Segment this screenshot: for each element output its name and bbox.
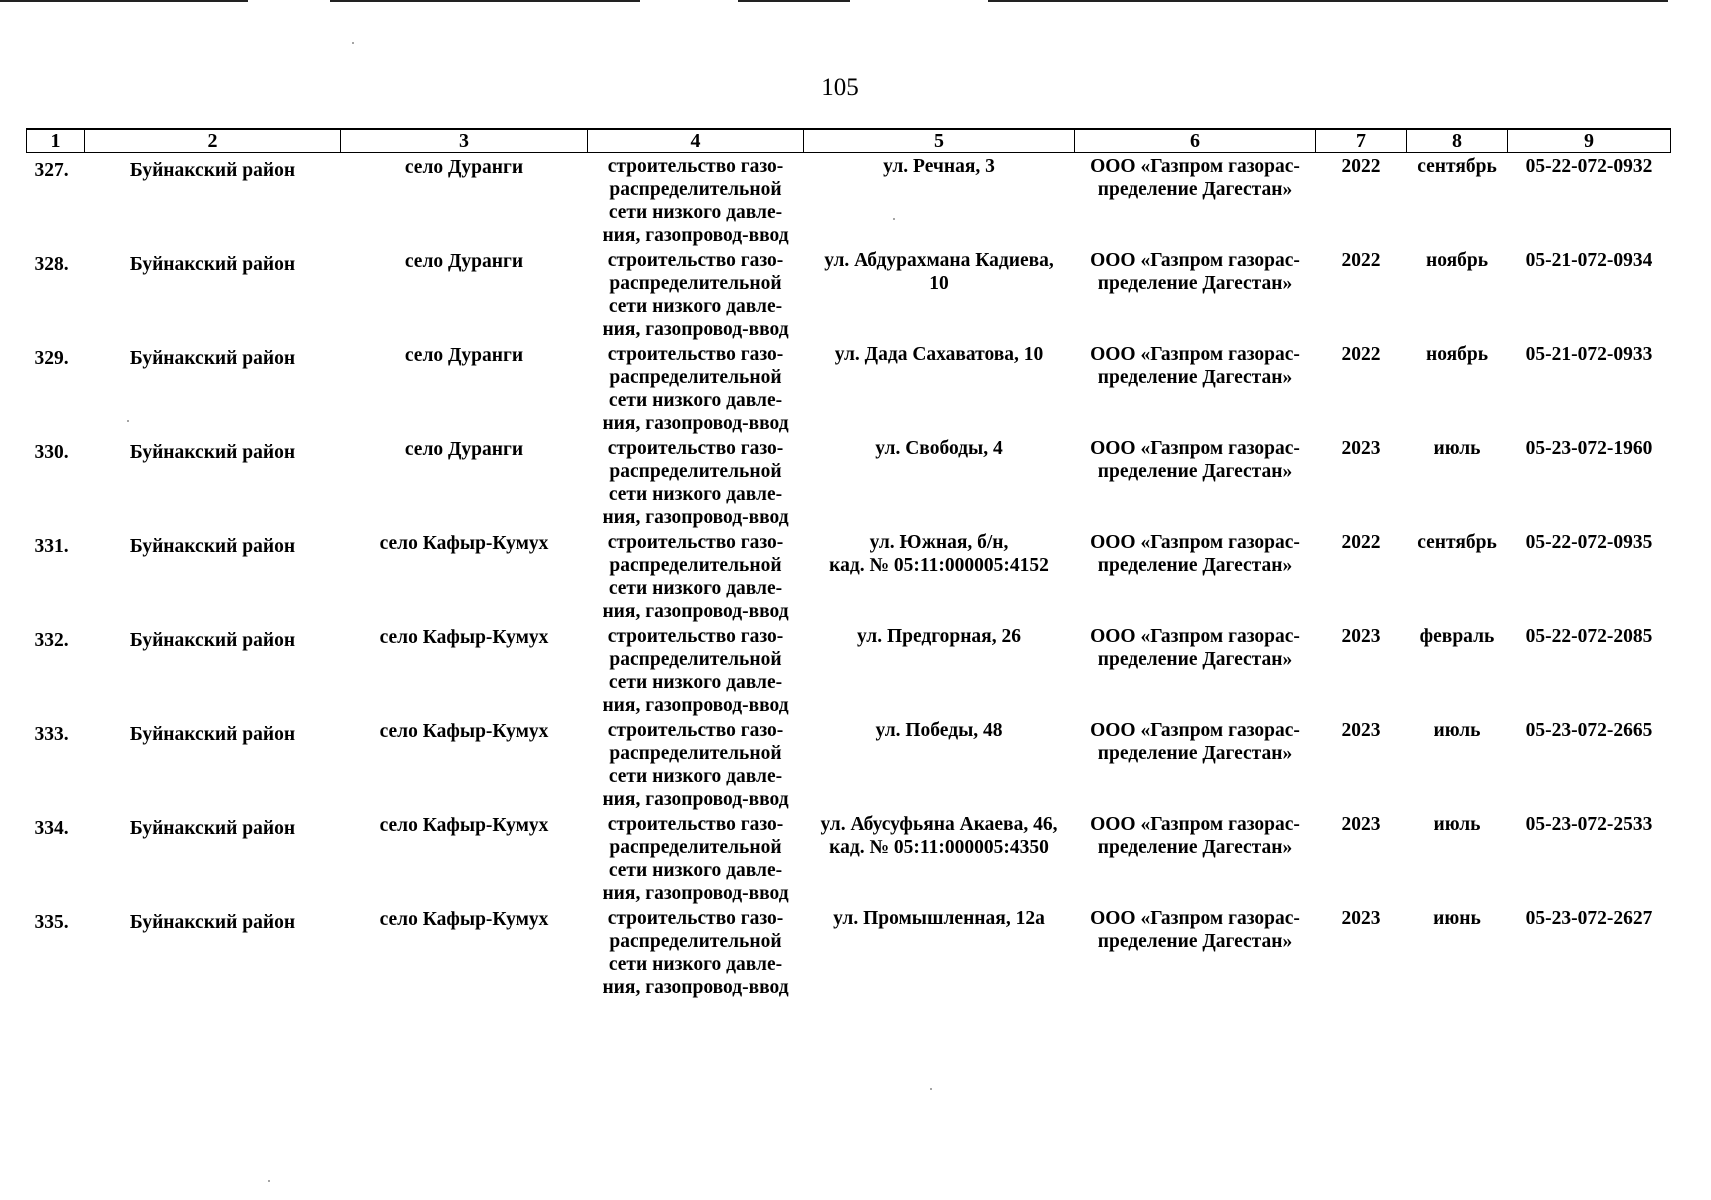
- column-header: 3: [341, 129, 588, 153]
- settlement-cell: село Кафыр-Кумух: [379, 815, 549, 836]
- address-cell: [804, 153, 1075, 248]
- table-row: [27, 717, 1671, 811]
- organization-line: ООО «Газпром газорас-: [1090, 720, 1300, 741]
- work-description-line: сети низкого давле-: [608, 672, 783, 693]
- registry-code-cell: 05-21-072-0933: [1525, 344, 1653, 365]
- year-cell: 2023: [1341, 908, 1381, 929]
- region-cell: Буйнакский район: [129, 630, 296, 651]
- year-cell: 2022: [1341, 250, 1381, 271]
- registry-code-cell: 05-22-072-0932: [1525, 156, 1653, 177]
- organization-line: ООО «Газпром газорас-: [1090, 532, 1300, 553]
- work-description-line: строительство газо-: [607, 156, 784, 177]
- address-line: ул. Предгорная, 26: [857, 626, 1021, 647]
- work-description-cell: [588, 811, 804, 905]
- work-description-line: ния, газопровод-ввод: [602, 695, 789, 716]
- scan-edge-line: [988, 0, 1668, 2]
- address-line: ул. Дада Сахаватова, 10: [834, 344, 1044, 365]
- region-cell: Буйнакский район: [129, 254, 296, 275]
- column-header: 9: [1508, 129, 1671, 153]
- table-body: [27, 153, 1671, 1000]
- organization-line: ООО «Газпром газорас-: [1090, 908, 1300, 929]
- organization-cell: [1075, 623, 1316, 717]
- row-number-cell: 329.: [34, 348, 69, 369]
- month-cell: февраль: [1419, 626, 1495, 647]
- address-line: ул. Свободы, 4: [875, 438, 1003, 459]
- registry-code-cell: 05-23-072-2533: [1525, 814, 1653, 835]
- organization-line: пределение Дагестан»: [1097, 179, 1293, 200]
- organization-cell: [1075, 341, 1316, 435]
- registry-code-cell: 05-23-072-2627: [1525, 908, 1653, 929]
- settlement-cell: село Дуранги: [404, 439, 524, 460]
- address-line: ул. Победы, 48: [875, 720, 1003, 741]
- scan-speck: [268, 1180, 270, 1182]
- address-line: кад. № 05:11:000005:4152: [829, 555, 1049, 576]
- scan-edge-line: [738, 0, 850, 2]
- region-cell: Буйнакский район: [129, 536, 296, 557]
- year-cell: 2023: [1341, 438, 1381, 459]
- settlement-cell: село Кафыр-Кумух: [379, 909, 549, 930]
- address-cell: [804, 717, 1075, 811]
- table-row: [27, 435, 1671, 529]
- address-line: ул. Речная, 3: [883, 156, 995, 177]
- scan-speck: [893, 218, 895, 220]
- schedule-table-container: [26, 128, 1670, 999]
- organization-line: пределение Дагестан»: [1097, 931, 1293, 952]
- registry-code-cell: 05-23-072-1960: [1525, 438, 1653, 459]
- work-description-cell: [588, 435, 804, 529]
- scan-speck: [930, 1088, 932, 1090]
- work-description-line: распределительной: [609, 837, 782, 858]
- row-number-cell: 332.: [34, 630, 69, 651]
- organization-line: пределение Дагестан»: [1097, 837, 1293, 858]
- column-header: 5: [804, 129, 1075, 153]
- year-cell: 2023: [1341, 626, 1381, 647]
- address-line: ул. Промышленная, 12а: [833, 908, 1045, 929]
- row-number-cell: 334.: [34, 818, 69, 839]
- organization-line: ООО «Газпром газорас-: [1090, 156, 1300, 177]
- year-cell: 2022: [1341, 344, 1381, 365]
- work-description-line: сети низкого давле-: [608, 296, 783, 317]
- row-number-cell: 328.: [34, 254, 69, 275]
- table-row: [27, 341, 1671, 435]
- settlement-cell: село Кафыр-Кумух: [379, 721, 549, 742]
- address-cell: [804, 341, 1075, 435]
- region-cell: Буйнакский район: [129, 348, 296, 369]
- region-cell: Буйнакский район: [129, 724, 296, 745]
- work-description-line: ния, газопровод-ввод: [602, 507, 789, 528]
- work-description-line: ния, газопровод-ввод: [602, 883, 789, 904]
- work-description-line: сети низкого давле-: [608, 766, 783, 787]
- settlement-cell: село Кафыр-Кумух: [379, 627, 549, 648]
- month-cell: июль: [1433, 720, 1481, 741]
- address-cell: [804, 435, 1075, 529]
- settlement-cell: село Дуранги: [404, 157, 524, 178]
- table-row: [27, 623, 1671, 717]
- organization-cell: [1075, 247, 1316, 341]
- registry-code-cell: 05-22-072-0935: [1525, 532, 1653, 553]
- region-cell: Буйнакский район: [129, 912, 296, 933]
- column-number-row: [27, 129, 1671, 153]
- month-cell: июль: [1433, 814, 1481, 835]
- page-number: 105: [821, 74, 859, 101]
- scan-speck: [127, 420, 129, 422]
- column-header: 4: [588, 129, 804, 153]
- organization-cell: [1075, 529, 1316, 623]
- settlement-cell: село Дуранги: [404, 251, 524, 272]
- work-description-cell: [588, 905, 804, 999]
- work-description-line: распределительной: [609, 273, 782, 294]
- organization-line: пределение Дагестан»: [1097, 649, 1293, 670]
- organization-line: пределение Дагестан»: [1097, 273, 1293, 294]
- row-number-cell: 331.: [34, 536, 69, 557]
- table-row: [27, 905, 1671, 999]
- region-cell: Буйнакский район: [129, 442, 296, 463]
- month-cell: сентябрь: [1417, 532, 1497, 553]
- organization-line: ООО «Газпром газорас-: [1090, 438, 1300, 459]
- organization-cell: [1075, 811, 1316, 905]
- schedule-table: [26, 128, 1671, 999]
- work-description-line: распределительной: [609, 743, 782, 764]
- year-cell: 2022: [1341, 532, 1381, 553]
- organization-cell: [1075, 905, 1316, 999]
- work-description-line: распределительной: [609, 649, 782, 670]
- work-description-line: распределительной: [609, 367, 782, 388]
- work-description-cell: [588, 717, 804, 811]
- year-cell: 2023: [1341, 720, 1381, 741]
- organization-cell: [1075, 717, 1316, 811]
- work-description-line: сети низкого давле-: [608, 578, 783, 599]
- organization-cell: [1075, 435, 1316, 529]
- column-header: 2: [85, 129, 341, 153]
- settlement-cell: село Кафыр-Кумух: [379, 533, 549, 554]
- organization-line: ООО «Газпром газорас-: [1090, 344, 1300, 365]
- work-description-line: ния, газопровод-ввод: [602, 977, 789, 998]
- work-description-line: распределительной: [609, 179, 782, 200]
- month-cell: ноябрь: [1425, 250, 1489, 271]
- work-description-cell: [588, 623, 804, 717]
- row-number-cell: 333.: [34, 724, 69, 745]
- work-description-cell: [588, 341, 804, 435]
- row-number-cell: 330.: [34, 442, 69, 463]
- work-description-line: распределительной: [609, 461, 782, 482]
- work-description-line: распределительной: [609, 555, 782, 576]
- work-description-line: ния, газопровод-ввод: [602, 601, 789, 622]
- address-line: 10: [929, 273, 949, 294]
- row-number-cell: 335.: [34, 912, 69, 933]
- row-number-cell: 327.: [34, 160, 69, 181]
- organization-line: пределение Дагестан»: [1097, 461, 1293, 482]
- month-cell: июль: [1433, 438, 1481, 459]
- work-description-line: ния, газопровод-ввод: [602, 413, 789, 434]
- table-row: [27, 153, 1671, 248]
- organization-line: ООО «Газпром газорас-: [1090, 814, 1300, 835]
- settlement-cell: село Дуранги: [404, 345, 524, 366]
- year-cell: 2022: [1341, 156, 1381, 177]
- column-header: 1: [27, 129, 85, 153]
- work-description-line: сети низкого давле-: [608, 202, 783, 223]
- month-cell: июнь: [1433, 908, 1481, 929]
- column-header: 8: [1407, 129, 1508, 153]
- work-description-line: ния, газопровод-ввод: [602, 789, 789, 810]
- table-row: [27, 247, 1671, 341]
- address-line: ул. Южная, б/н,: [869, 532, 1009, 553]
- work-description-line: сети низкого давле-: [608, 390, 783, 411]
- work-description-line: строительство газо-: [607, 532, 784, 553]
- month-cell: сентябрь: [1417, 156, 1497, 177]
- organization-cell: [1075, 153, 1316, 248]
- work-description-line: строительство газо-: [607, 814, 784, 835]
- work-description-line: ния, газопровод-ввод: [602, 319, 789, 340]
- work-description-line: строительство газо-: [607, 250, 784, 271]
- organization-line: ООО «Газпром газорас-: [1090, 626, 1300, 647]
- address-cell: [804, 247, 1075, 341]
- registry-code-cell: 05-21-072-0934: [1525, 250, 1653, 271]
- registry-code-cell: 05-22-072-2085: [1525, 626, 1653, 647]
- year-cell: 2023: [1341, 814, 1381, 835]
- work-description-cell: [588, 247, 804, 341]
- table-row: [27, 811, 1671, 905]
- work-description-line: сети низкого давле-: [608, 484, 783, 505]
- organization-line: ООО «Газпром газорас-: [1090, 250, 1300, 271]
- region-cell: Буйнакский район: [129, 818, 296, 839]
- work-description-line: строительство газо-: [607, 626, 784, 647]
- organization-line: пределение Дагестан»: [1097, 743, 1293, 764]
- column-header: 7: [1316, 129, 1407, 153]
- column-header: 6: [1075, 129, 1316, 153]
- month-cell: ноябрь: [1425, 344, 1489, 365]
- work-description-line: сети низкого давле-: [608, 860, 783, 881]
- work-description-line: ния, газопровод-ввод: [602, 225, 789, 246]
- work-description-line: строительство газо-: [607, 720, 784, 741]
- work-description-line: строительство газо-: [607, 344, 784, 365]
- address-cell: [804, 811, 1075, 905]
- table-row: [27, 529, 1671, 623]
- organization-line: пределение Дагестан»: [1097, 367, 1293, 388]
- work-description-line: строительство газо-: [607, 438, 784, 459]
- work-description-cell: [588, 153, 804, 248]
- scan-edge-line: [330, 0, 640, 2]
- registry-code-cell: 05-23-072-2665: [1525, 720, 1653, 741]
- work-description-cell: [588, 529, 804, 623]
- organization-line: пределение Дагестан»: [1097, 555, 1293, 576]
- scan-speck: [352, 42, 354, 44]
- address-line: ул. Абусуфьяна Акаева, 46,: [820, 814, 1058, 835]
- work-description-line: сети низкого давле-: [608, 954, 783, 975]
- address-line: кад. № 05:11:000005:4350: [829, 837, 1049, 858]
- address-cell: [804, 623, 1075, 717]
- region-cell: Буйнакский район: [129, 160, 296, 181]
- address-cell: [804, 529, 1075, 623]
- scan-edge-line: [0, 0, 248, 2]
- work-description-line: распределительной: [609, 931, 782, 952]
- address-line: ул. Абдурахмана Кадиева,: [824, 250, 1054, 271]
- work-description-line: строительство газо-: [607, 908, 784, 929]
- address-cell: [804, 905, 1075, 999]
